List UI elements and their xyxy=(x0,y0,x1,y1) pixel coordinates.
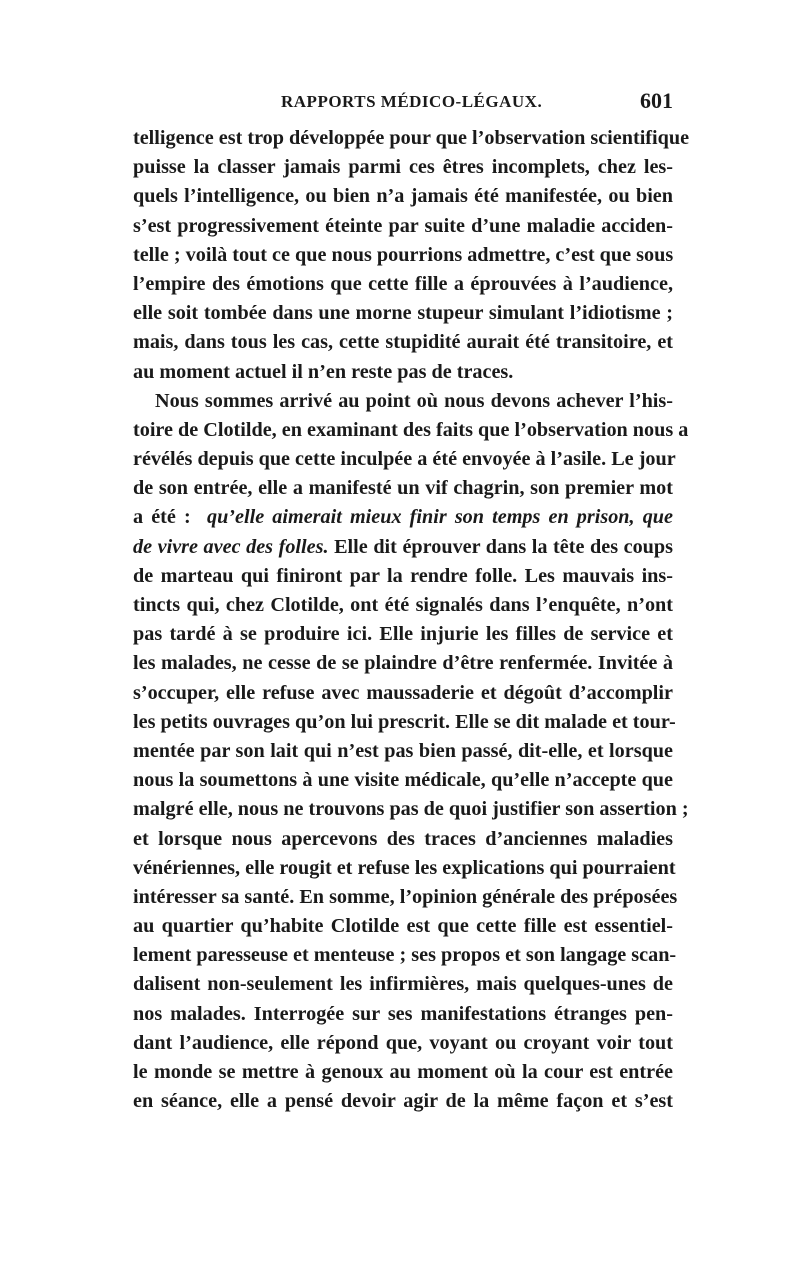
text-line: telligence est trop développée pour que l’observation scientifique xyxy=(133,127,690,149)
body-text xyxy=(133,124,690,1116)
text-line: au moment actuel il n’en reste pas de traces. xyxy=(133,360,514,383)
text-line: au quartier qu’habite Clotilde est que cette fille est essentiel- xyxy=(133,915,673,938)
text-line: Nous sommes arrivé au point où nous devons achever l’his- xyxy=(155,389,673,412)
text-line: de son entrée, elle a manifesté un vif chagrin, son premier mot xyxy=(133,477,673,500)
running-header xyxy=(133,88,673,122)
text-fragment: a été : xyxy=(133,506,191,529)
text-line: nous la soumettons à une visite médicale, qu’elle n’accepte que xyxy=(133,769,673,792)
running-title: RAPPORTS MÉDICO-LÉGAUX. xyxy=(281,92,543,111)
italic-quote: de vivre avec des folles. xyxy=(133,535,329,558)
text-line-mixed xyxy=(133,503,673,532)
text-line: elle soit tombée dans une morne stupeur simulant l’idiotisme ; xyxy=(133,302,673,325)
text-fragment: Elle dit éprouver dans la tête des coups xyxy=(328,535,673,558)
text-line: les malades, ne cesse de se plaindre d’être renfermée. Invitée à xyxy=(133,652,673,675)
page-number: 601 xyxy=(640,88,673,113)
text-line: toire de Clotilde, en examinant des faits que l’observation nous a xyxy=(133,418,689,441)
text-line: s’occuper, elle refuse avec maussaderie et dégoût d’accomplir xyxy=(133,681,673,704)
italic-quote: qu’elle aimerait mieux finir son temps en prison, que xyxy=(206,506,673,529)
text-line: nos malades. Interrogée sur ses manifestations étranges pen- xyxy=(133,1002,673,1025)
text-line: en séance, elle a pensé devoir agir de la même façon et s’est xyxy=(133,1090,673,1113)
text-line: puisse la classer jamais parmi ces êtres incomplets, chez les- xyxy=(133,156,673,179)
text-line: mentée par son lait qui n’est pas bien passé, dit-elle, et lorsque xyxy=(133,739,673,762)
text-line: de marteau qui finiront par la rendre folle. Les mauvais ins- xyxy=(133,564,673,587)
text-line: mais, dans tous les cas, cette stupidité aurait été transitoire, et xyxy=(133,331,673,354)
text-line: tincts qui, chez Clotilde, ont été signalés dans l’enquête, n’ont xyxy=(133,594,673,616)
text-line: s’est progressivement éteinte par suite d’une maladie acciden- xyxy=(133,214,673,237)
text-line: quels l’intelligence, ou bien n’a jamais été manifestée, ou bien xyxy=(133,185,673,208)
text-line: dant l’audience, elle répond que, voyant ou croyant voir tout xyxy=(133,1031,673,1054)
text-line: le monde se mettre à genoux au moment où la cour est entrée xyxy=(133,1061,673,1083)
text-line: les petits ouvrages qu’on lui prescrit. Elle se dit malade et tour- xyxy=(133,710,676,733)
text-line: vénériennes, elle rougit et refuse les explications qui pourraient xyxy=(133,856,676,879)
text-line: pas tardé à se produire ici. Elle injurie les filles de service et xyxy=(133,623,673,646)
text-line: lement paresseuse et menteuse ; ses propos et son langage scan- xyxy=(133,944,677,967)
text-line: et lorsque nous apercevons des traces d’anciennes maladies xyxy=(133,827,673,850)
text-line: révélés depuis que cette inculpée a été envoyée à l’asile. Le jour xyxy=(133,448,676,471)
text-line: malgré elle, nous ne trouvons pas de quoi justifier son assertion ; xyxy=(133,798,689,821)
text-line: telle ; voilà tout ce que nous pourrions admettre, c’est que sous xyxy=(133,243,674,266)
text-line-mixed xyxy=(133,533,673,562)
text-line: intéresser sa santé. En somme, l’opinion générale des préposées xyxy=(133,885,678,908)
text-line: l’empire des émotions que cette fille a éprouvées à l’audience, xyxy=(133,272,673,295)
text-line: dalisent non-seulement les infirmières, mais quelques-unes de xyxy=(133,973,673,996)
